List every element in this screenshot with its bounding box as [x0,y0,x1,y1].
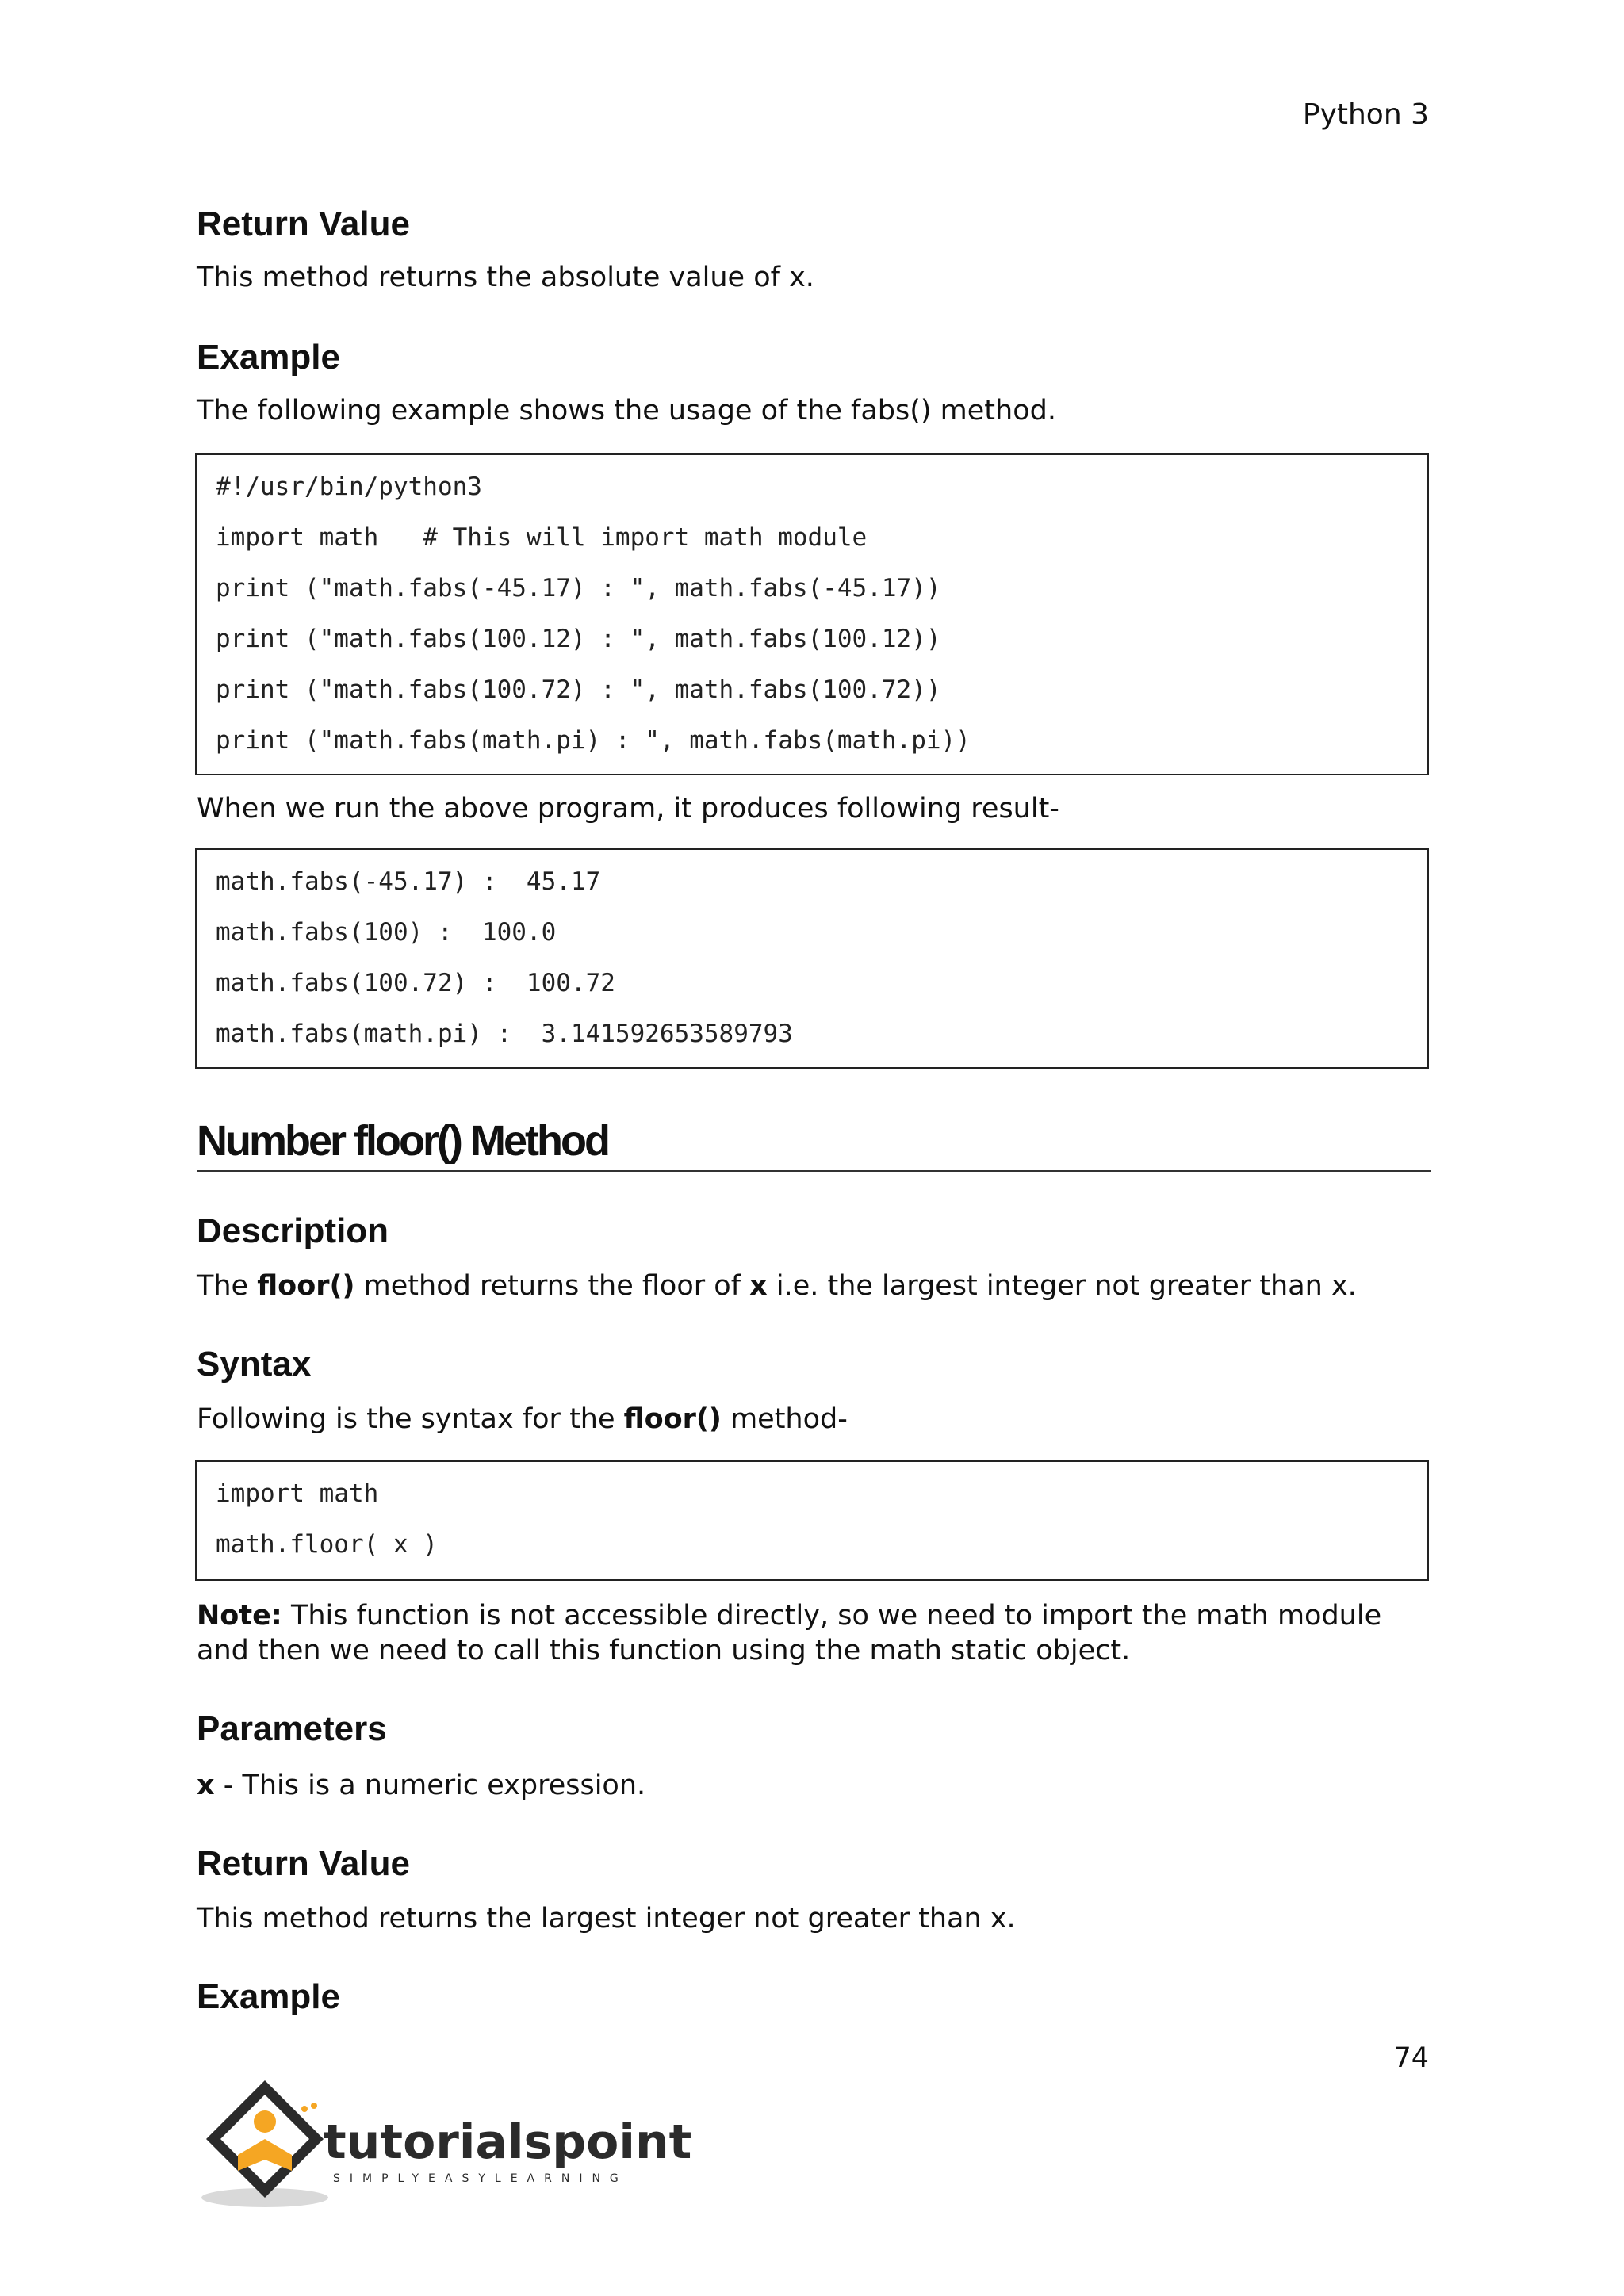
code-line: import math [216,1479,379,1508]
parameters-heading: Parameters [197,1709,387,1748]
code-line: print ("math.fabs(math.pi) : ", math.fabs(math.pi)) [216,726,971,755]
return-value-heading: Return Value [197,205,410,243]
return-value-text: This method returns the absolute value of x. [197,262,814,293]
description-heading: Description [197,1211,389,1250]
running-header: Python 3 [1302,98,1429,131]
code-line: print ("math.fabs(100.12) : ", math.fabs(100.12)) [216,625,941,653]
return-value-text-floor: This method returns the largest integer not greater than x. [197,1903,1016,1934]
tutorialspoint-logo [193,2071,692,2214]
return-value-heading-floor: Return Value [197,1844,410,1883]
code-line: print ("math.fabs(100.72) : ", math.fabs(100.72)) [216,675,941,704]
description-text: The floor() method returns the floor of x i.e. the largest integer not greater than x. [197,1270,1357,1302]
example-heading: Example [197,338,340,377]
code-line: #!/usr/bin/python3 [216,473,482,501]
parameter-x: x - This is a numeric expression. [197,1770,646,1801]
logo-tagline: SIMPLYEASYLEARNING [333,2172,628,2185]
section-title-floor: Number floor() Method [197,1116,1431,1172]
code-block-floor-syntax [195,1460,1429,1581]
output-line: math.fabs(math.pi) : 3.141592653589793 [216,1020,793,1048]
code-block-fabs-example [195,453,1429,775]
example-intro: The following example shows the usage of the fabs() method. [197,395,1056,427]
syntax-heading: Syntax [197,1345,312,1383]
example-heading-floor: Example [197,1977,340,2016]
logo-wordmark: tutorialspoint [324,2114,692,2170]
output-line: math.fabs(100.72) : 100.72 [216,969,615,997]
result-intro: When we run the above program, it produces following result- [197,793,1059,825]
code-line: import math # This will import math module [216,523,868,552]
code-line: math.floor( x ) [216,1530,438,1559]
output-line: math.fabs(100) : 100.0 [216,918,557,947]
code-block-fabs-output [195,848,1429,1069]
page-number: 74 [1393,2042,1429,2074]
code-line: print ("math.fabs(-45.17) : ", math.fabs(-45.17)) [216,574,941,603]
output-line: math.fabs(-45.17) : 45.17 [216,867,601,896]
syntax-intro: Following is the syntax for the floor() method- [197,1403,848,1435]
note-paragraph: Note: This function is not accessible directly, so we need to import the math module and then we need to call this function using the math static object. [197,1600,1382,1667]
